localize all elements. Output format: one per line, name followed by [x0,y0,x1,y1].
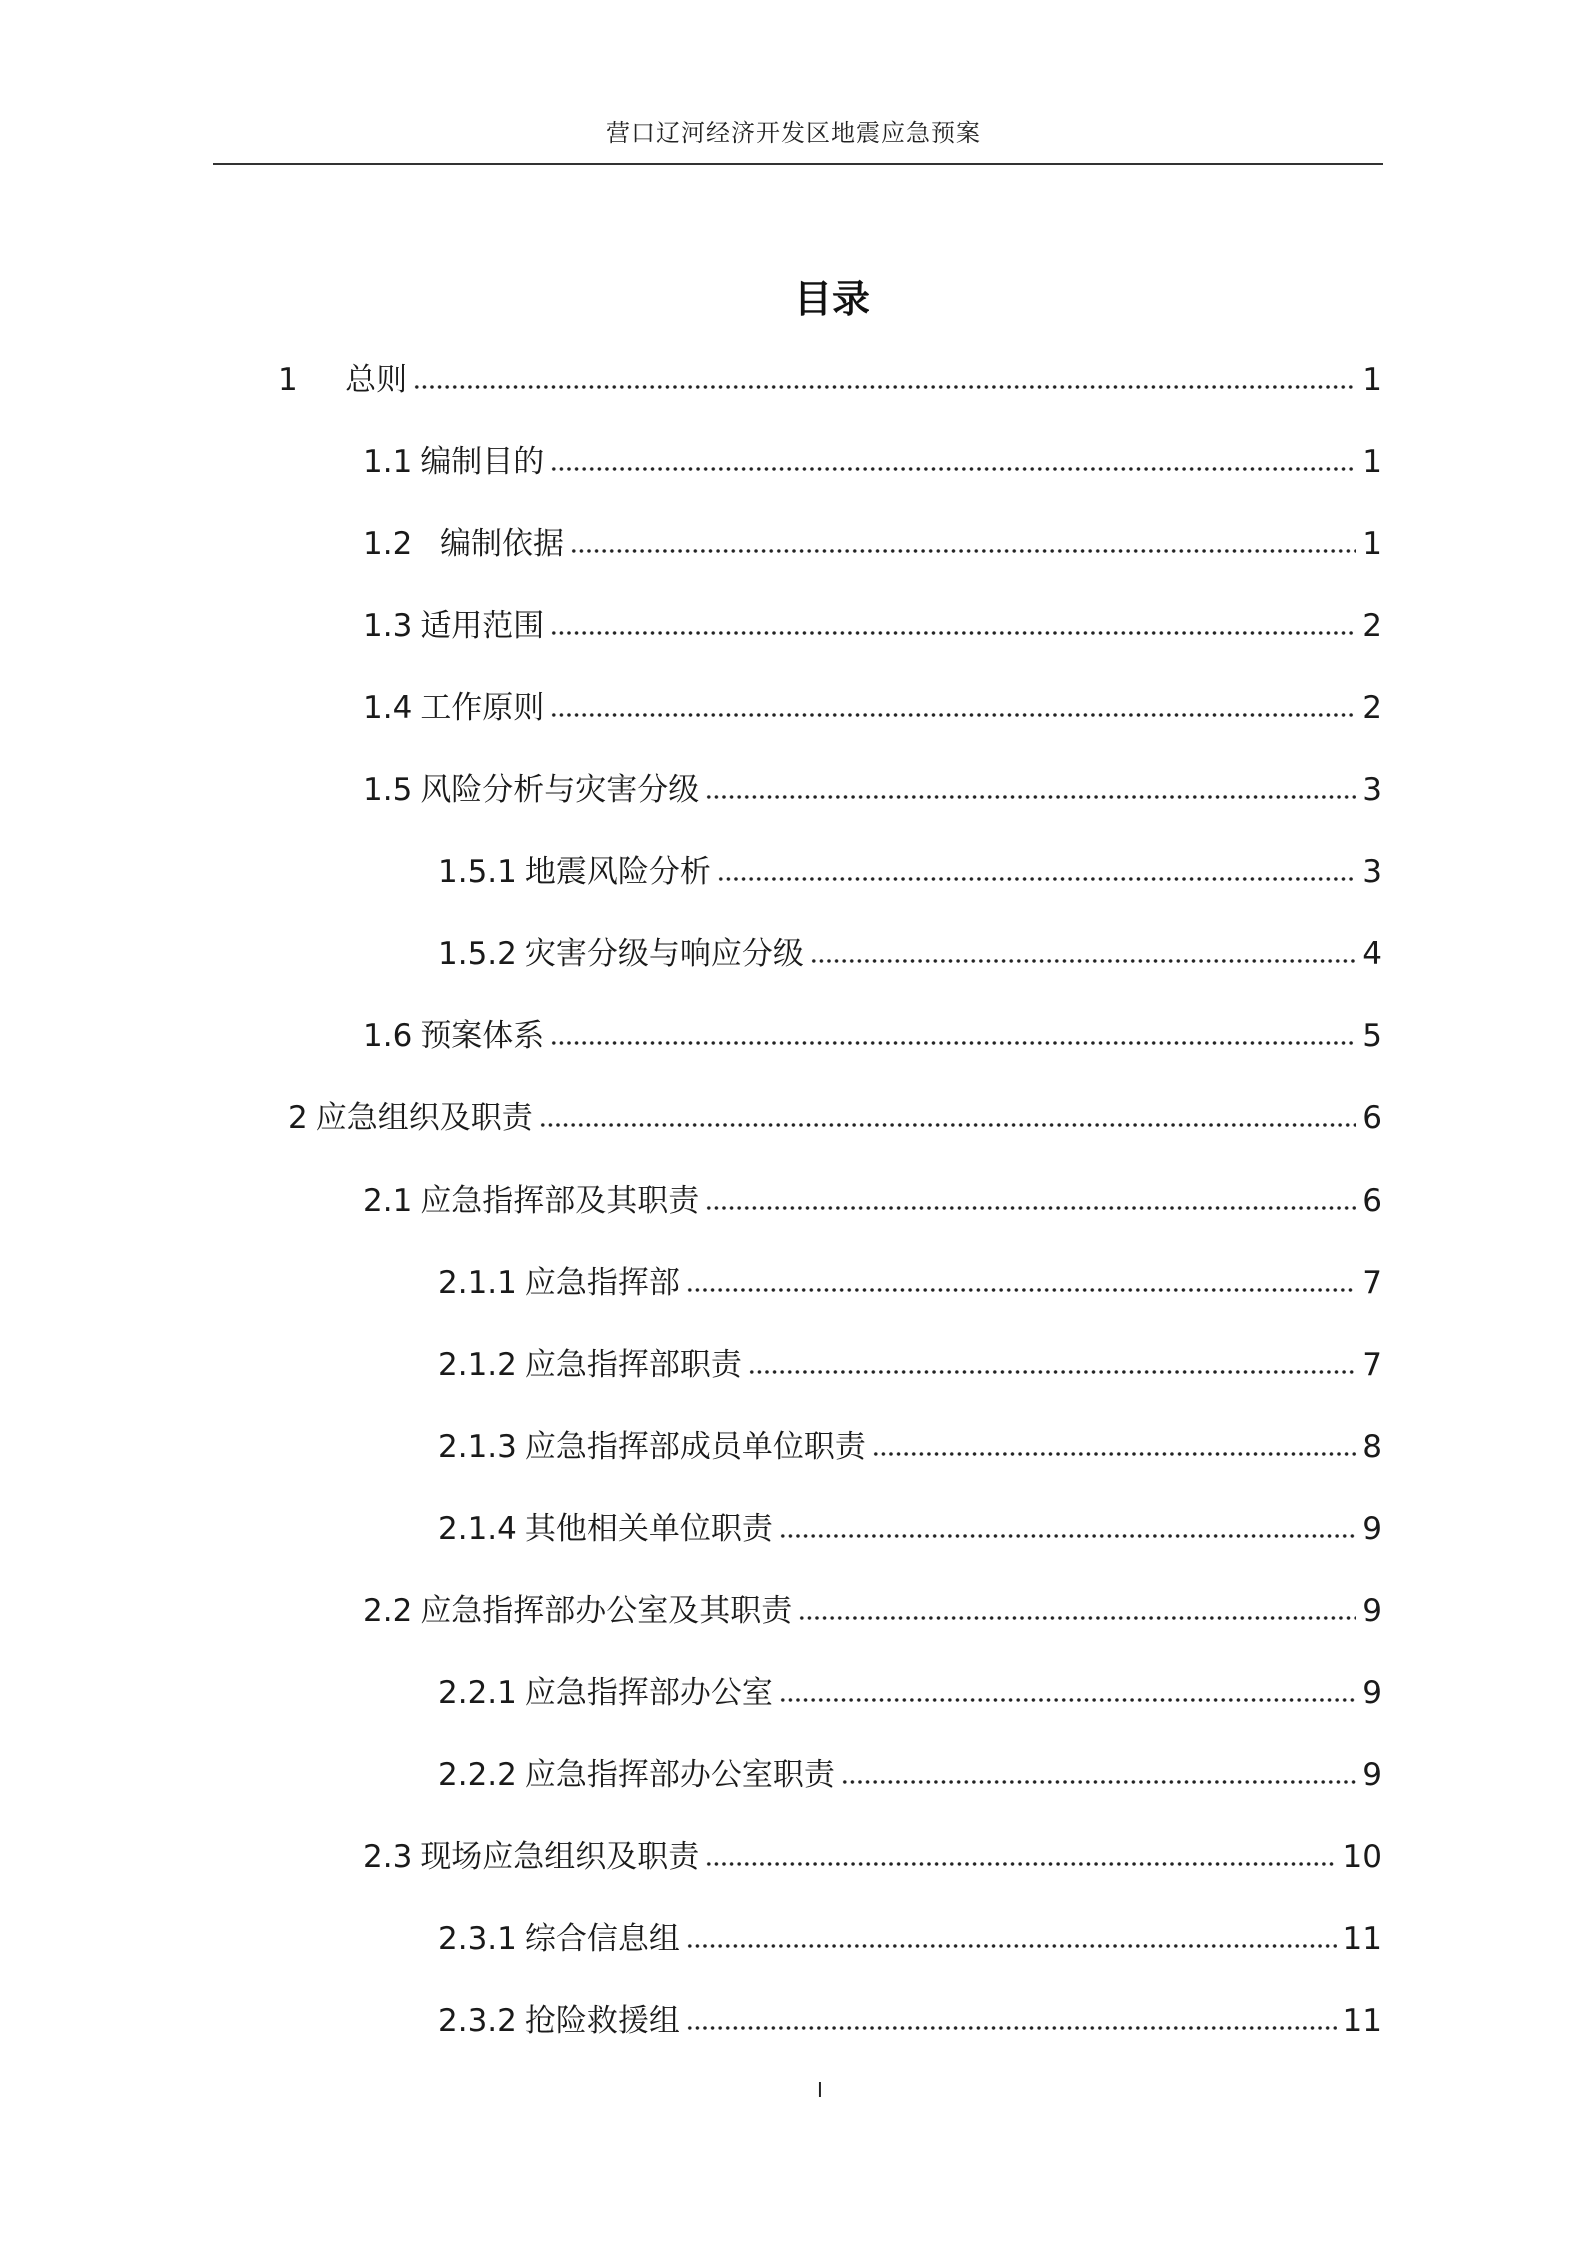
toc-entry-spacer [412,521,432,567]
toc-entry-title: 预案体系 [420,1018,545,1054]
toc-entry-title: 应急指挥部 [524,1265,680,1301]
toc-entry-page: 5 [1362,1018,1382,1054]
toc-entry-page: 3 [1362,854,1382,890]
footer-page-number: I [817,2078,823,2102]
toc-entry-page: 9 [1362,1757,1382,1793]
toc-leader-dots [841,1777,1356,1787]
toc-entry-title: 编制依据 [440,526,565,562]
toc-entry-number: 2.1.2 [438,1347,517,1383]
toc-entry-page: 4 [1362,936,1382,972]
toc-leader-dots [705,792,1356,802]
toc-entry[interactable] [363,1013,1382,1059]
toc-entry-title: 总则 [345,362,408,398]
toc-entry-title: 应急指挥部办公室 [524,1675,773,1711]
toc-entry-page: 9 [1362,1593,1382,1629]
toc-entry-page: 1 [1362,526,1382,562]
toc-leader-dots [798,1613,1356,1623]
toc-entry-number: 2.2 [363,1593,413,1629]
toc-entry[interactable] [438,1998,1382,2044]
toc-entry[interactable] [363,1178,1382,1224]
toc-leader-dots [539,1120,1357,1130]
toc-entry[interactable] [438,1342,1382,1388]
toc-entry-title: 抢险救援组 [524,2003,680,2039]
toc-leader-dots [872,1449,1356,1459]
toc-entry-title: 应急指挥部办公室及其职责 [420,1593,793,1629]
toc-entry-title: 综合信息组 [524,1921,680,1957]
toc-entry-page: 2 [1362,690,1382,726]
toc-entry-title: 应急指挥部及其职责 [420,1183,700,1219]
toc-entry-number: 1.5 [363,772,413,808]
toc-leader-dots [779,1531,1356,1541]
toc-entry-number: 2 [288,1100,308,1136]
toc-leader-dots [705,1859,1336,1869]
toc-entry-title: 编制目的 [420,444,545,480]
toc-entry-number: 1.5.2 [438,936,517,972]
toc-leader-dots [550,628,1356,638]
toc-entry[interactable] [438,1670,1382,1716]
toc-entry[interactable] [363,1834,1382,1880]
toc-entry-page: 9 [1362,1511,1382,1547]
toc-entry[interactable] [438,1424,1382,1470]
toc-entry-title: 工作原则 [420,690,545,726]
toc-entry[interactable] [363,439,1382,485]
header-divider [213,163,1383,165]
toc-entry-title: 现场应急组织及职责 [420,1839,700,1875]
toc-entry-number: 1.4 [363,690,413,726]
toc-leader-dots [413,382,1356,392]
toc-leader-dots [717,874,1356,884]
toc-entry[interactable] [363,1588,1382,1634]
running-header-title: 营口辽河经济开发区地震应急预案 [606,119,981,147]
toc-entry-title: 其他相关单位职责 [524,1511,773,1547]
toc-entry-page: 10 [1342,1839,1382,1875]
toc-entry-page: 7 [1362,1347,1382,1383]
toc-entry[interactable] [438,1916,1382,1962]
toc-leader-dots [686,1285,1356,1295]
toc-entry-number: 1.2 [363,526,413,562]
toc-heading: 目录 [793,276,870,321]
toc-entry[interactable] [288,1095,1382,1141]
toc-entry-number: 2.3.1 [438,1921,517,1957]
toc-leader-dots [810,956,1356,966]
toc-entry[interactable] [438,849,1382,895]
toc-entry-page: 11 [1342,1921,1382,1957]
toc-entry-page: 1 [1362,362,1382,398]
toc-entry-page: 6 [1362,1100,1382,1136]
toc-entry-title: 地震风险分析 [524,854,711,890]
toc-leader-dots [686,2023,1337,2033]
toc-entry-page: 8 [1362,1429,1382,1465]
toc-leader-dots [705,1203,1356,1213]
toc-entry-number: 2.2.1 [438,1675,517,1711]
toc-entry-spacer [298,357,337,403]
toc-entry-number: 2.2.2 [438,1757,517,1793]
toc-entry-number: 2.3 [363,1839,413,1875]
toc-entry-title: 灾害分级与响应分级 [524,936,804,972]
toc-entry[interactable] [438,1260,1382,1306]
toc-leader-dots [570,546,1356,556]
toc-entry-number: 1.6 [363,1018,413,1054]
toc-entry-title: 适用范围 [420,608,545,644]
toc-entry[interactable] [363,521,1382,567]
toc-entry-number: 1.3 [363,608,413,644]
toc-entry-page: 7 [1362,1265,1382,1301]
toc-entry-title: 应急指挥部成员单位职责 [524,1429,866,1465]
toc-entry-number: 2.1 [363,1183,413,1219]
toc-entry-title: 应急指挥部办公室职责 [524,1757,835,1793]
toc-entry-number: 2.3.2 [438,2003,517,2039]
toc-entry[interactable] [438,1506,1382,1552]
toc-entry-page: 9 [1362,1675,1382,1711]
toc-entry-number: 1.5.1 [438,854,517,890]
toc-entry[interactable] [363,767,1382,813]
toc-leader-dots [748,1367,1356,1377]
toc-leader-dots [779,1695,1356,1705]
toc-entry[interactable] [438,931,1382,977]
toc-entry-number: 1.1 [363,444,413,480]
toc-entry-number: 2.1.4 [438,1511,517,1547]
toc-entry-number: 2.1.3 [438,1429,517,1465]
toc-entry-page: 2 [1362,608,1382,644]
toc-leader-dots [550,464,1356,474]
toc-entry[interactable] [438,1752,1382,1798]
toc-leader-dots [550,1038,1356,1048]
toc-entry-page: 1 [1362,444,1382,480]
toc-entry-number: 1 [278,362,298,398]
toc-entry-page: 6 [1362,1183,1382,1219]
toc-entry[interactable] [363,685,1382,731]
toc-entry-title: 应急指挥部职责 [524,1347,742,1383]
toc-entry-page: 11 [1342,2003,1382,2039]
toc-entry[interactable] [278,357,1382,403]
toc-entry-title: 应急组织及职责 [315,1100,533,1136]
toc-leader-dots [550,710,1356,720]
toc-entry-number: 2.1.1 [438,1265,517,1301]
toc-entry-title: 风险分析与灾害分级 [420,772,700,808]
toc-entry[interactable] [363,603,1382,649]
toc-entry-page: 3 [1362,772,1382,808]
toc-leader-dots [686,1941,1337,1951]
